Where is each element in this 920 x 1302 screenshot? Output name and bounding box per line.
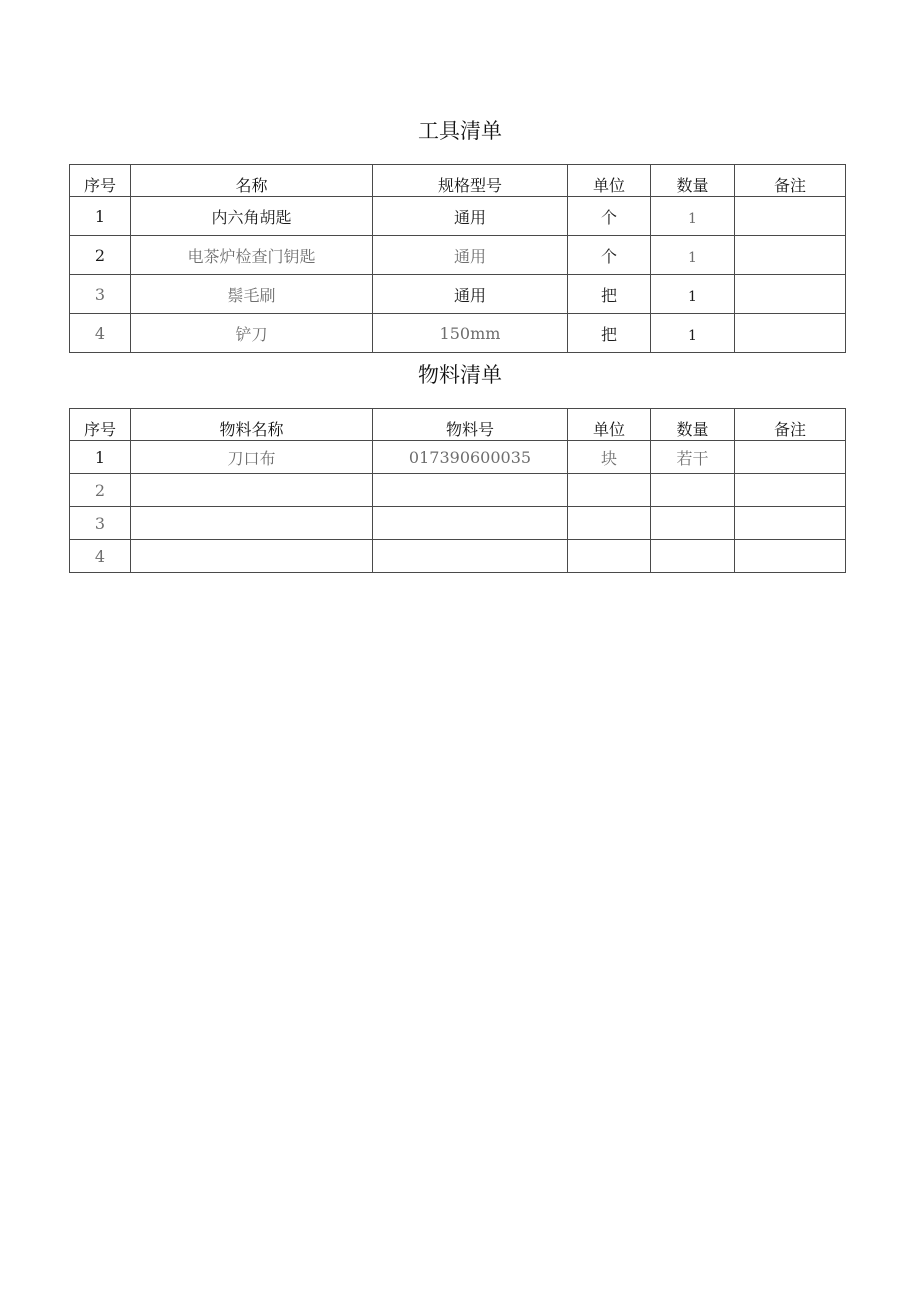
row-qty: 1	[651, 314, 735, 353]
row-note	[735, 197, 846, 236]
row-material-name	[131, 540, 373, 573]
header-cell-unit: 单位	[568, 165, 651, 197]
row-no: 3	[70, 275, 131, 314]
row-no: 1	[70, 441, 131, 474]
row-material-code: 017390600035	[373, 441, 568, 474]
row-unit: 把	[568, 275, 651, 314]
row-qty	[651, 540, 735, 573]
header-cell-qty: 数量	[651, 165, 735, 197]
row-spec: 通用	[373, 197, 568, 236]
row-material-name	[131, 474, 373, 507]
row-name: 铲刀	[131, 314, 373, 353]
table-row	[70, 507, 846, 540]
material-list-table	[69, 408, 846, 573]
row-no: 3	[70, 507, 131, 540]
row-qty: 1	[651, 236, 735, 275]
table-row	[70, 275, 846, 314]
table-row	[70, 540, 846, 573]
tool-list-table	[69, 164, 846, 353]
tool-list-title: 工具清单	[418, 119, 502, 143]
header-cell-no: 序号	[70, 165, 131, 197]
row-qty: 1	[651, 197, 735, 236]
row-name: 鬃毛刷	[131, 275, 373, 314]
row-note	[735, 314, 846, 353]
header-cell-name: 名称	[131, 165, 373, 197]
row-unit: 个	[568, 236, 651, 275]
row-note	[735, 236, 846, 275]
row-material-code	[373, 507, 568, 540]
row-note	[735, 275, 846, 314]
table-row	[70, 441, 846, 474]
table-row	[70, 197, 846, 236]
header-cell-spec: 规格型号	[373, 165, 568, 197]
row-note	[735, 507, 846, 540]
row-qty: 若干	[651, 441, 735, 474]
row-unit: 把	[568, 314, 651, 353]
row-no: 1	[70, 197, 131, 236]
row-material-code	[373, 474, 568, 507]
row-unit	[568, 540, 651, 573]
row-no: 2	[70, 236, 131, 275]
row-spec: 150mm	[373, 314, 568, 353]
row-unit	[568, 474, 651, 507]
row-unit	[568, 507, 651, 540]
header-cell-qty: 数量	[651, 409, 735, 441]
row-name: 电茶炉检查门钥匙	[131, 236, 373, 275]
row-spec: 通用	[373, 275, 568, 314]
table-header-row	[70, 409, 846, 441]
material-list-title: 物料清单	[418, 363, 502, 387]
header-cell-note: 备注	[735, 409, 846, 441]
row-name: 内六角胡匙	[131, 197, 373, 236]
row-note	[735, 540, 846, 573]
row-no: 4	[70, 540, 131, 573]
header-cell-note: 备注	[735, 165, 846, 197]
row-qty	[651, 474, 735, 507]
header-cell-material-name: 物料名称	[131, 409, 373, 441]
table-row	[70, 236, 846, 275]
header-cell-material-code: 物料号	[373, 409, 568, 441]
row-spec: 通用	[373, 236, 568, 275]
row-note	[735, 474, 846, 507]
row-no: 2	[70, 474, 131, 507]
row-material-name	[131, 507, 373, 540]
row-note	[735, 441, 846, 474]
table-row	[70, 314, 846, 353]
header-cell-no: 序号	[70, 409, 131, 441]
row-qty: 1	[651, 275, 735, 314]
row-unit: 个	[568, 197, 651, 236]
row-no: 4	[70, 314, 131, 353]
table-header-row	[70, 165, 846, 197]
row-material-name: 刀口布	[131, 441, 373, 474]
table-row	[70, 474, 846, 507]
row-qty	[651, 507, 735, 540]
header-cell-unit: 单位	[568, 409, 651, 441]
row-unit: 块	[568, 441, 651, 474]
row-material-code	[373, 540, 568, 573]
